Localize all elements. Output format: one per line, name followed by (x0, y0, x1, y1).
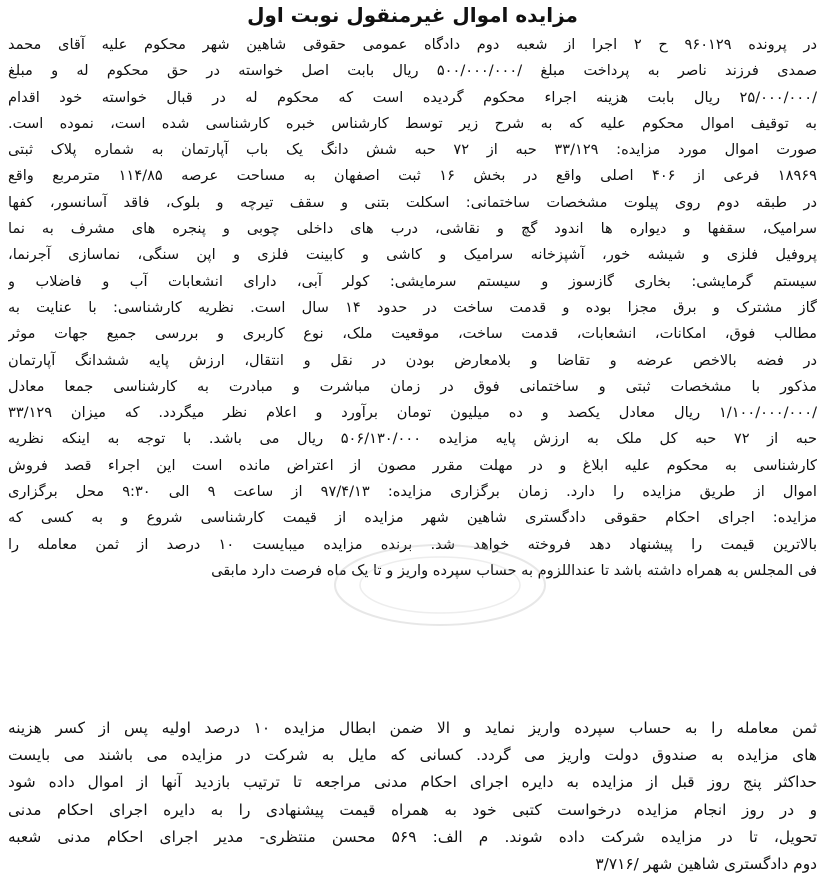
notice-paragraph-2 (8, 715, 817, 878)
paragraph-1-line: صورت اموال مورد مزایده: ۳۳/۱۲۹ حبه از ۷۲ حبه شش دانگ یک باب آپارتمان به شماره پلاک ثبتی (8, 141, 817, 159)
paragraph-1-line: مطالب فوق، امکانات، انشعابات، قدمت ساخت، موقعیت ملک، نوع کاربری و بررسی جمیع جهات موثر (8, 325, 817, 343)
paragraph-1-line: سرامیک، سقفها و دیواره ها اندود گچ و نقاشی، درب های داخلی چوبی و پنجره های مشرف به نما (8, 220, 817, 238)
paragraph-2-line: حداکثر پنج روز قبل از مزایده به دایره اجرای احکام مدنی مراجعه تا ترتیب بازدید آنها از اموال داده شود (8, 773, 817, 792)
paragraph-1-line: فی المجلس به همراه داشته باشد تا عنداللزوم به حساب سپرده واریز و تا یک ماه فرصت دارد مابقی (211, 561, 817, 579)
notice-paragraph-1 (8, 32, 817, 584)
paragraph-1-line: پروفیل فلزی و شیشه خور، آشپزخانه سرامیک و کاشی و کابینت فلزی و اپن سنگی، نماسازی آجرنما، (8, 246, 817, 264)
paragraph-1-line: /۱/۱۰۰/۰۰۰/۰۰۰ ریال معادل یکصد و ده میلیون تومان برآورد و اعلام نظر میگردد. که میزان ۳۳/۱۲۹ (8, 404, 817, 422)
paragraph-2-line: ثمن معامله را به حساب سپرده واریز نماید و الا ضمن ابطال مزایده ۱۰ درصد اولیه پس از کسر هزینه (8, 719, 817, 737)
paragraph-1-line: به توقیف اموال محکوم علیه که به شرح زیر توسط کارشناس خبره کارشناسی شده است، نموده است. (8, 114, 817, 132)
paragraph-1-line: بالاترین قیمت را پیشنهاد دهد فروخته خواهد شد. برنده مزایده میبایست ۱۰ درصد از ثمن معامله را (8, 535, 817, 553)
paragraph-2-line: دوم دادگستری شاهین شهر /۳/۷۱۶ (595, 854, 817, 873)
paragraph-1-line: در فضه بالاخص عرضه و تقاضا و بلامعارض بودن در نقل و انتقال، ارزش پایه ششدانگ آپارتمان (8, 351, 817, 369)
notice-title: مزایده اموال غیرمنقول نوبت اول (247, 3, 578, 27)
paragraph-1-line: گاز مشترک و برق مجزا بوده و قدمت ساخت در حدود ۱۴ سال است. نظریه کارشناسی: با عنایت به (8, 298, 817, 316)
paragraph-1-line: ۱۸۹۶۹ فرعی از ۴۰۶ اصلی واقع در بخش ۱۶ ثبت اصفهان به مساحت عرصه ۱۱۴/۸۵ مترمربع واقع (8, 167, 817, 185)
paragraph-1-line: در طبقه دوم روی پیلوت مشخصات ساختمانی: اسکلت بتنی و سقف تیرچه و بلوک، فاقد آسانسور، کفها (8, 193, 817, 211)
paragraph-1-line: مذکور با مشخصات ثبتی و ساختمانی فوق در زمان مباشرت و مبادرت به کارشناسی جمعا معادل (8, 377, 817, 395)
paragraph-2-line: و در روز انجام مزایده درخواست کتبی خود به همراه قیمت پیشنهادی را به دایره اجرای احکام مدنی (8, 800, 817, 819)
paragraph-1-line: کارشناسی به محکوم علیه ابلاغ و در مهلت مقرر مصون از اعتراض مانده است این اجراء قصد فروش (8, 456, 817, 474)
paragraph-1-line: /۲۵/۰۰۰/۰۰۰ ریال بابت هزینه اجراء محکوم گردیده است که محکوم له در قبال خواسته خود اقدام (8, 88, 817, 106)
paragraph-1-line: در پرونده ۹۶۰۱۲۹ ح ۲ اجرا از شعبه دوم دادگاه عمومی حقوقی شاهین شهر محکوم علیه آقای محمد (8, 36, 817, 53)
paragraph-2-line: های مزایده به صندوق دولت واریز می گردد. کسانی که مایل به شرکت در مزایده می باشند می بایست (8, 746, 817, 765)
paragraph-1-line: اموال از طریق مزایده را دارد. زمان برگزاری مزایده: ۹۷/۴/۱۳ از ساعت ۹ الی ۹:۳۰ محل برگزاری (8, 483, 817, 501)
paragraph-2-line: تحویل، تا در مزایده شرکت داده شوند. م الف: ۵۶۹ محسن منتظری- مدیر اجرای احکام مدنی شعبه (8, 827, 817, 846)
paragraph-1-line: صمدی فرزند ناصر به پرداخت مبلغ /۵۰۰/۰۰۰/۰۰۰ ریال بابت اصل خواسته در حق محکوم له و مبلغ (8, 62, 817, 80)
paragraph-1-line: سیستم گرمایشی: بخاری گازسوز و سیستم سرمایشی: کولر آبی، دارای انشعابات آب و فاضلاب و (8, 272, 817, 290)
paragraph-1-line: حبه از ۷۲ حبه کل ملک به ارزش پایه مزایده ۵۰۶/۱۳۰/۰۰۰ ریال می باشد. با توجه به اینکه نظریه (8, 430, 817, 448)
paragraph-1-line: مزایده: اجرای احکام حقوقی دادگستری شاهین شهر مزایده از قیمت کارشناسی شروع و به کسی که (8, 509, 817, 527)
